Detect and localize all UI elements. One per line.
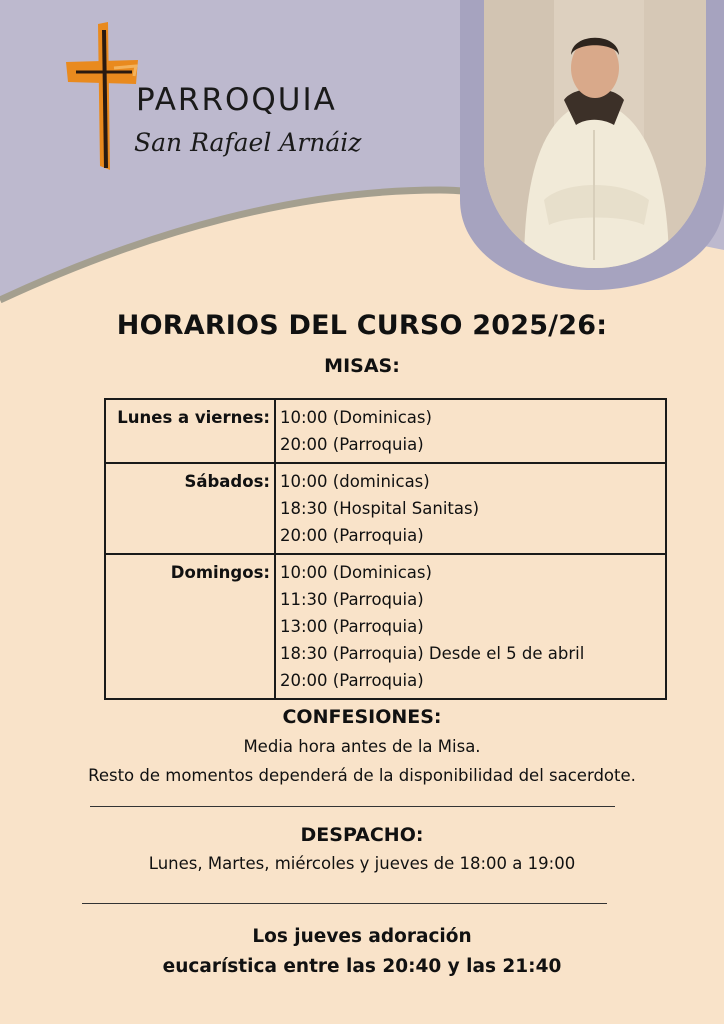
times-cell: [275, 463, 666, 554]
page-title: HORARIOS DEL CURSO 2025/26:: [116, 310, 608, 341]
cross-logo-icon: [62, 20, 142, 170]
mass-time: 13:00 (Parroquia): [280, 617, 424, 636]
office-hours: Lunes, Martes, miércoles y jueves de 18:00 a 19:00: [148, 854, 576, 873]
day-cell: Domingos:: [105, 554, 275, 699]
times-cell: [275, 399, 666, 463]
divider: [90, 806, 615, 807]
times-cell: [275, 554, 666, 699]
masses-heading: MISAS:: [324, 355, 400, 377]
day-cell: Sábados:: [105, 463, 275, 554]
table-row: [105, 554, 666, 699]
table-row: [105, 463, 666, 554]
mass-time: 10:00 (Dominicas): [280, 408, 432, 427]
mass-time: 10:00 (Dominicas): [280, 563, 432, 582]
parish-name: PARROQUIA: [136, 82, 337, 118]
saint-portrait: [484, 0, 706, 268]
office-heading: DESPACHO:: [300, 824, 424, 846]
confessions-heading: CONFESIONES:: [282, 706, 442, 728]
day-cell: Lunes a viernes:: [105, 399, 275, 463]
mass-schedule-table: [104, 398, 667, 700]
monk-portrait-image: [484, 0, 706, 268]
adoration-line-2: eucarística entre las 20:40 y las 21:40: [162, 956, 562, 977]
confessions-text-1: Media hora antes de la Misa.: [243, 737, 481, 756]
mass-time: 18:30 (Hospital Sanitas): [280, 499, 480, 518]
mass-time: 10:00 (dominicas): [280, 472, 430, 491]
table-row: [105, 399, 666, 463]
adoration-line-1: Los jueves adoración: [252, 926, 472, 947]
mass-time: 18:30 (Parroquia) Desde el 5 de abril: [280, 644, 585, 663]
mass-time: 11:30 (Parroquia): [280, 590, 424, 609]
confessions-text-2: Resto de momentos dependerá de la disponibilidad del sacerdote.: [88, 766, 636, 785]
divider: [82, 903, 607, 904]
mass-time: 20:00 (Parroquia): [280, 671, 424, 690]
parish-subtitle: San Rafael Arnáiz: [134, 128, 362, 157]
mass-time: 20:00 (Parroquia): [280, 435, 424, 454]
mass-time: 20:00 (Parroquia): [280, 526, 424, 545]
